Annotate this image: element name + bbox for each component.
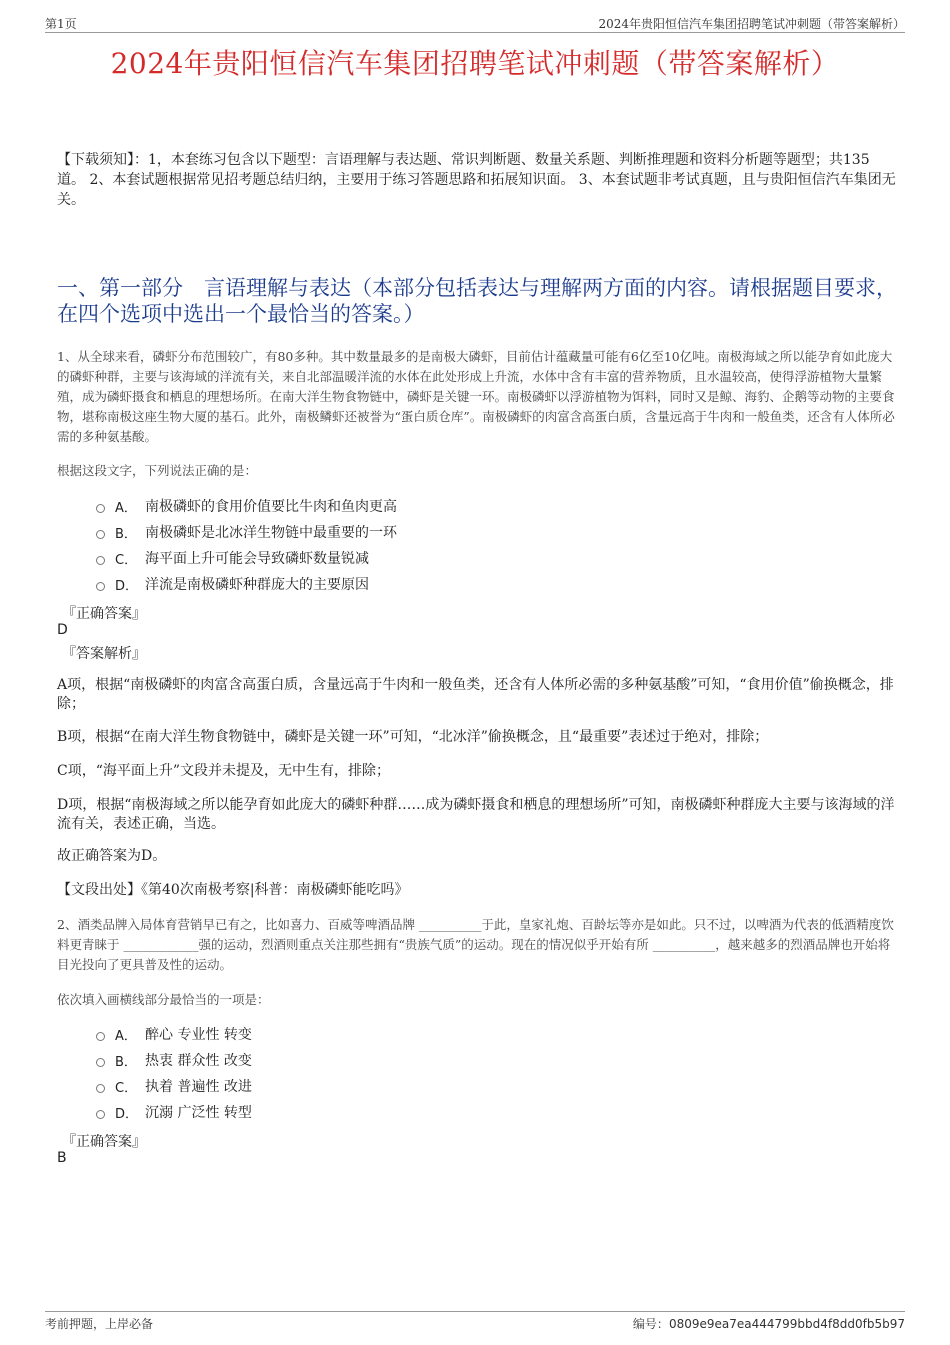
option-text: 沉溺 广泛性 转型 bbox=[145, 1105, 252, 1121]
option-text: 醉心 专业性 转变 bbox=[145, 1027, 252, 1043]
analysis-label: 『答案解析』 bbox=[62, 646, 146, 662]
radio-icon[interactable] bbox=[96, 504, 105, 513]
option-d[interactable] bbox=[96, 571, 397, 597]
option-letter: D． bbox=[115, 1106, 139, 1122]
section-title: 一、第一部分 言语理解与表达（本部分包括表达与理解两方面的内容。请根据题目要求，在四个选项中选出一个最恰当的答案。） bbox=[57, 276, 897, 326]
option-letter: B． bbox=[115, 526, 137, 542]
page-footer bbox=[45, 1311, 905, 1332]
radio-icon[interactable] bbox=[96, 582, 105, 591]
footer-slogan: 考前押题，上岸必备 bbox=[45, 1317, 154, 1331]
analysis-conclusion: 故正确答案为D。 bbox=[57, 848, 167, 864]
option-c[interactable] bbox=[96, 1073, 252, 1099]
analysis-b: B项，根据“在南大洋生物食物链中，磷虾是关键一环”可知，“北冰洋”偷换概念，且“最重要”表述过于绝对，排除； bbox=[57, 729, 769, 745]
question-2-options bbox=[96, 1021, 252, 1125]
question-2-prompt: 依次填入画横线部分最恰当的一项是： bbox=[57, 992, 270, 1007]
option-text: 热衷 群众性 改变 bbox=[145, 1053, 252, 1069]
option-text: 执着 普遍性 改进 bbox=[145, 1079, 252, 1095]
radio-icon[interactable] bbox=[96, 1084, 105, 1093]
option-text: 南极磷虾是北冰洋生物链中最重要的一环 bbox=[145, 525, 397, 541]
option-letter: D． bbox=[115, 578, 139, 594]
radio-icon[interactable] bbox=[96, 1058, 105, 1067]
option-b[interactable] bbox=[96, 519, 397, 545]
option-letter: A． bbox=[115, 500, 137, 516]
answer-value: D bbox=[57, 622, 68, 638]
analysis-d: D项，根据“南极海域之所以能孕育如此庞大的磷虾种群……成为磷虾摄食和栖息的理想场所”可知，南极磷虾种群庞大主要与该海域的洋流有关，表述正确，当选。 bbox=[57, 797, 895, 832]
option-d[interactable] bbox=[96, 1099, 252, 1125]
radio-icon[interactable] bbox=[96, 556, 105, 565]
option-a[interactable] bbox=[96, 1021, 252, 1047]
option-letter: C． bbox=[115, 1080, 138, 1096]
page-title: 2024年贵阳恒信汽车集团招聘笔试冲刺题（带答案解析） bbox=[110, 47, 840, 80]
answer-label: 『正确答案』 bbox=[62, 606, 146, 622]
option-text: 海平面上升可能会导致磷虾数量锐减 bbox=[145, 551, 369, 567]
option-text: 洋流是南极磷虾种群庞大的主要原因 bbox=[145, 577, 369, 593]
option-letter: B． bbox=[115, 1054, 137, 1070]
analysis-a: A项，根据“南极磷虾的肉富含高蛋白质，含量远高于牛肉和一般鱼类，还含有人体所必需的多种氨基酸”可知，“食用价值”偷换概念，排除； bbox=[57, 677, 894, 712]
analysis-c: C项，“海平面上升”文段并未提及，无中生有，排除； bbox=[57, 763, 391, 779]
question-1-text: 1、从全球来看，磷虾分布范围较广，有80多种。其中数量最多的是南极大磷虾，目前估计蕴藏量可能有6亿至10亿吨。南极海域之所以能孕育如此庞大的磷虾种群，主要与该海域的洋流有关，来自北部温暖洋流的水体在此处形成上升流，水体中含有丰富的营养物质，且水温较高，使得浮游植物大量繁殖，成为磷虾摄食和栖息的理想场所。在南大洋生物食物链中，磷虾是关键一环。南极磷虾以浮游植物为饵料，同时又是鲸、海豹、企鹅等动物的主要食物，堪称南极这座生物大厦的基石。此外，南极鳞虾还被誉为“蛋白质仓库”。南极磷虾的肉富含高蛋白质，含量远高于牛肉和一般鱼类，还含有人体所必需的多种氨基酸。 bbox=[57, 349, 895, 444]
radio-icon[interactable] bbox=[96, 1110, 105, 1119]
option-c[interactable] bbox=[96, 545, 397, 571]
question-2-text: 2、酒类品牌入局体育营销早已有之，比如喜力、百威等啤酒品牌 __________于此，皇家礼炮、百龄坛等亦是如此。只不过，以啤酒为代表的低酒精度饮料更青睐于 ____________强的运动，烈酒则重点关注那些拥有“贵族气质”的运动。现在的情况似乎开始有所 __________，越来越多的烈酒品牌也开始将目光投向了更具普及性的运动。 bbox=[57, 917, 894, 972]
footer-code-value: 0809e9ea7ea444799bbd4f8dd0fb5b97 bbox=[668, 1317, 905, 1331]
page-header bbox=[45, 14, 905, 33]
radio-icon[interactable] bbox=[96, 1032, 105, 1041]
option-text: 南极磷虾的食用价值要比牛肉和鱼肉更高 bbox=[145, 499, 397, 515]
question-1-options bbox=[96, 493, 397, 597]
footer-code-label: 编号： bbox=[632, 1317, 669, 1331]
footer-code bbox=[633, 1315, 905, 1332]
option-letter: C． bbox=[115, 552, 138, 568]
answer-value: B bbox=[57, 1150, 67, 1166]
header-doc-title: 2024年贵阳恒信汽车集团招聘笔试冲刺题（带答案解析） bbox=[598, 17, 905, 31]
source-citation: 【文段出处】《第40次南极考察|科普：南极磷虾能吃吗》 bbox=[57, 882, 409, 898]
question-1-prompt: 根据这段文字，下列说法正确的是： bbox=[57, 463, 258, 478]
option-letter: A． bbox=[115, 1028, 137, 1044]
answer-label: 『正确答案』 bbox=[62, 1134, 146, 1150]
radio-icon[interactable] bbox=[96, 530, 105, 539]
option-b[interactable] bbox=[96, 1047, 252, 1073]
page-number: 第1页 bbox=[45, 17, 77, 31]
download-notice: 【下载须知】：1，本套练习包含以下题型：言语理解与表达题、常识判断题、数量关系题、判断推理题和资料分析题等题型；共135道。 2、本套试题根据常见招考题总结归纳，主要用于练习答题思路和拓展知识面。 3、本套试题非考试真题，且与贵阳恒信汽车集团无关。 bbox=[57, 152, 896, 208]
option-a[interactable] bbox=[96, 493, 397, 519]
